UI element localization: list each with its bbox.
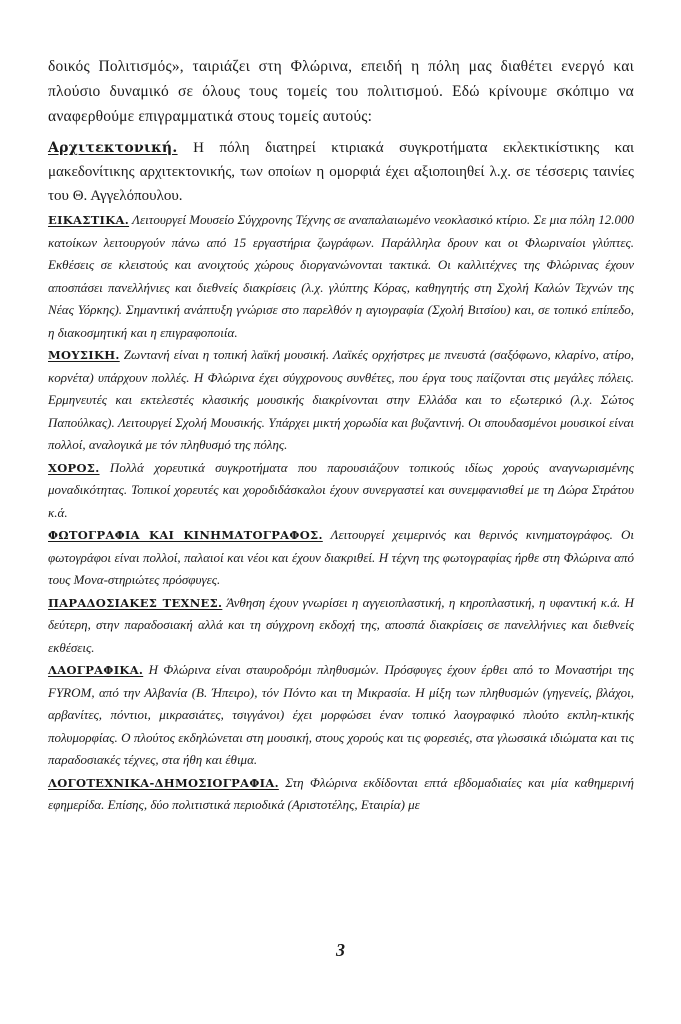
section-heading: ΦΩΤΟΓΡΑΦΙΑ ΚΑΙ ΚΙΝΗΜΑΤΟΓΡΑΦΟΣ. [48,528,323,542]
sections-list [48,136,634,817]
section-body: Η πόλη διατηρεί κτιριακά συγκροτήματα εκλεκτικίστικης και μακεδονίτικης αρχιτεκτονικής, των οποίων η ομορφιά έχει αξιοποιηθεί λ.χ. σε τέσσερις ταινίες του Θ. Αγγελόπουλου. [48,140,634,204]
section-heading: ΜΟΥΣΙΚΗ. [48,348,120,362]
section-heading: ΕΙΚΑΣΤΙΚΑ. [48,213,130,227]
section-heading: ΛΟΓΟΤΕΧΝΙΚΑ-ΔΗΜΟΣΙΟΓΡΑΦΙΑ. [48,775,279,790]
section-architecture [48,136,634,208]
page-number: 3 [336,940,345,960]
section-dance [48,457,634,525]
section-heading: ΧΟΡΟΣ. [48,460,100,475]
section-heading: ΛΑΟΓΡΑΦΙΚΑ. [48,663,144,677]
section-photography-cinema [48,524,634,592]
section-body: Λειτουργεί χειμερινός και θερινός κινηματογράφος. Οι φωτογράφοι είναι πολλοί, παλαιοί και νέοι και έχουν διακριθεί. Η τέχνη της φωτογραφίας ήρθε στη Φλώρινα από τους Μονα-στηριώτες πρόσφυγες. [48,527,635,587]
section-body: Άνθηση έχουν γνωρίσει η αγγειοπλαστική, η κηροπλαστική, η υφαντική κ.ά. Η δεύτερη, στην παραδοσιακή αλλά και τη σύγχρονη εκδοχή της, αποσπά διακρίσεις σε πανελλήνιες και διεθνείς εκθέσεις. [48,594,634,655]
section-literature-journalism [48,772,634,817]
intro-paragraph: δοικός Πολιτισμός», ταιριάζει στη Φλώρινα, επειδή η πόλη μας διαθέτει ενεργό και πλούσιο δυναμικό σε όλους τους τομείς του πολιτισμού. Εδώ κρίνουμε σκόπιμο να αναφερθούμε επιγραμματικά στους τομείς αυτούς: [48,57,634,125]
section-heading: Αρχιτεκτονική. [48,140,178,156]
section-music [48,344,634,457]
section-traditional-arts [48,592,634,660]
section-heading: ΠΑΡΑΔΟΣΙΑΚΕΣ ΤΕΧΝΕΣ. [48,595,223,610]
section-body: Πολλά χορευτικά συγκροτήματα που παρουσιάζουν τοπικούς ιδίως χορούς αναγνωρισμένης μοναδικότητας. Τοπικοί χορευτές και χοροδιδάσκαλοι έχουν συνεργαστεί και συνεμφανισθεί με τη Δώρα Στράτου κ.ά. [48,459,634,520]
section-folklore [48,659,634,772]
section-body: Λειτουργεί Μουσείο Σύγχρονης Τέχνης σε αναπαλαιωμένο νεοκλασικό κτίριο. Σε μια πόλη 12.000 κατοίκων λειτουργούν πάνω από 15 εργαστήρια ζωγράφων. Παράλληλα δρουν και οι Φλωριναίοι γλύπτες. Εκθέσεις σε κλειστούς και ανοιχτούς χώρους διοργανώνονται τακτικά. Οι καλλιτέχνες της Φλώρινας έχουν αποσπάσει πανελλήνιες και διεθνείς διακρίσεις (λ.χ. γλύπτης Κόρας, καθηγητής στη Σχολή Καλών Τεχνών της Νέας Υόρκης). Σημαντική ανάπτυξη γνώρισε στο παρελθόν η αγιογραφία (Σχολή Βιτσίου) και, σε τοπικό επίπεδο, η διακοσμητική και η επιγραφοποιία. [48,212,634,340]
section-body: Ζωντανή είναι η τοπική λαϊκή μουσική. Λαϊκές ορχήστρες με πνευστά (σαξόφωνο, κλαρίνο, ατίρο, κορνέτα) υπάρχουν πολλές. Η Φλώρινα έχει σύγχρονους συνθέτες, που έργα τους παίζονται στις μεγάλες πόλεις. Ερμηνευτές και εκτελεστές κλασικής μουσικής διακρίνονται στην Ελλάδα και το εξωτερικό (λ.χ. Σώτος Παπούλκας). Λειτουργεί Σχολή Μουσικής. Υπάρχει μικτή χορωδία και βυζαντινή. Οι σπουδασμένοι μουσικοί είναι πολλοί, αναλογικά με τόν πληθυσμό της πόλης. [48,347,634,452]
section-body: Στη Φλώρινα εκδίδονται επτά εβδομαδιαίες και μία καθημερινή εφημερίδα. Επίσης, δύο πολιτιστικά περιοδικά (Αριστοτέλης, Εταιρία) με [48,774,634,812]
section-visual-arts [48,209,634,344]
section-body: Η Φλώρινα είναι σταυροδρόμι πληθυσμών. Πρόσφυγες έχουν έρθει από το Μοναστήρι της FYROM, από την Αλβανία (Β. Ήπειρο), τόν Πόντο και τη Μικρασία. Η μίξη των πληθυσμών (γηγενείς, βλάχοι, αρβανίτες, πόντιοι, μικρασιάτες, τσιγγάνοι) έχει μορφώσει έναν τοπικό λαογραφικό πλούτο εκπλη-κτικής πολυμορφίας. Ο πλούτος εκδηλώνεται στη μουσική, στους χορούς και τις φορεσιές, στα γλωσσικά ιδιώματα και τις παραδοσιακές τέχνες, στα ήθη και έθιμα. [48,662,634,767]
